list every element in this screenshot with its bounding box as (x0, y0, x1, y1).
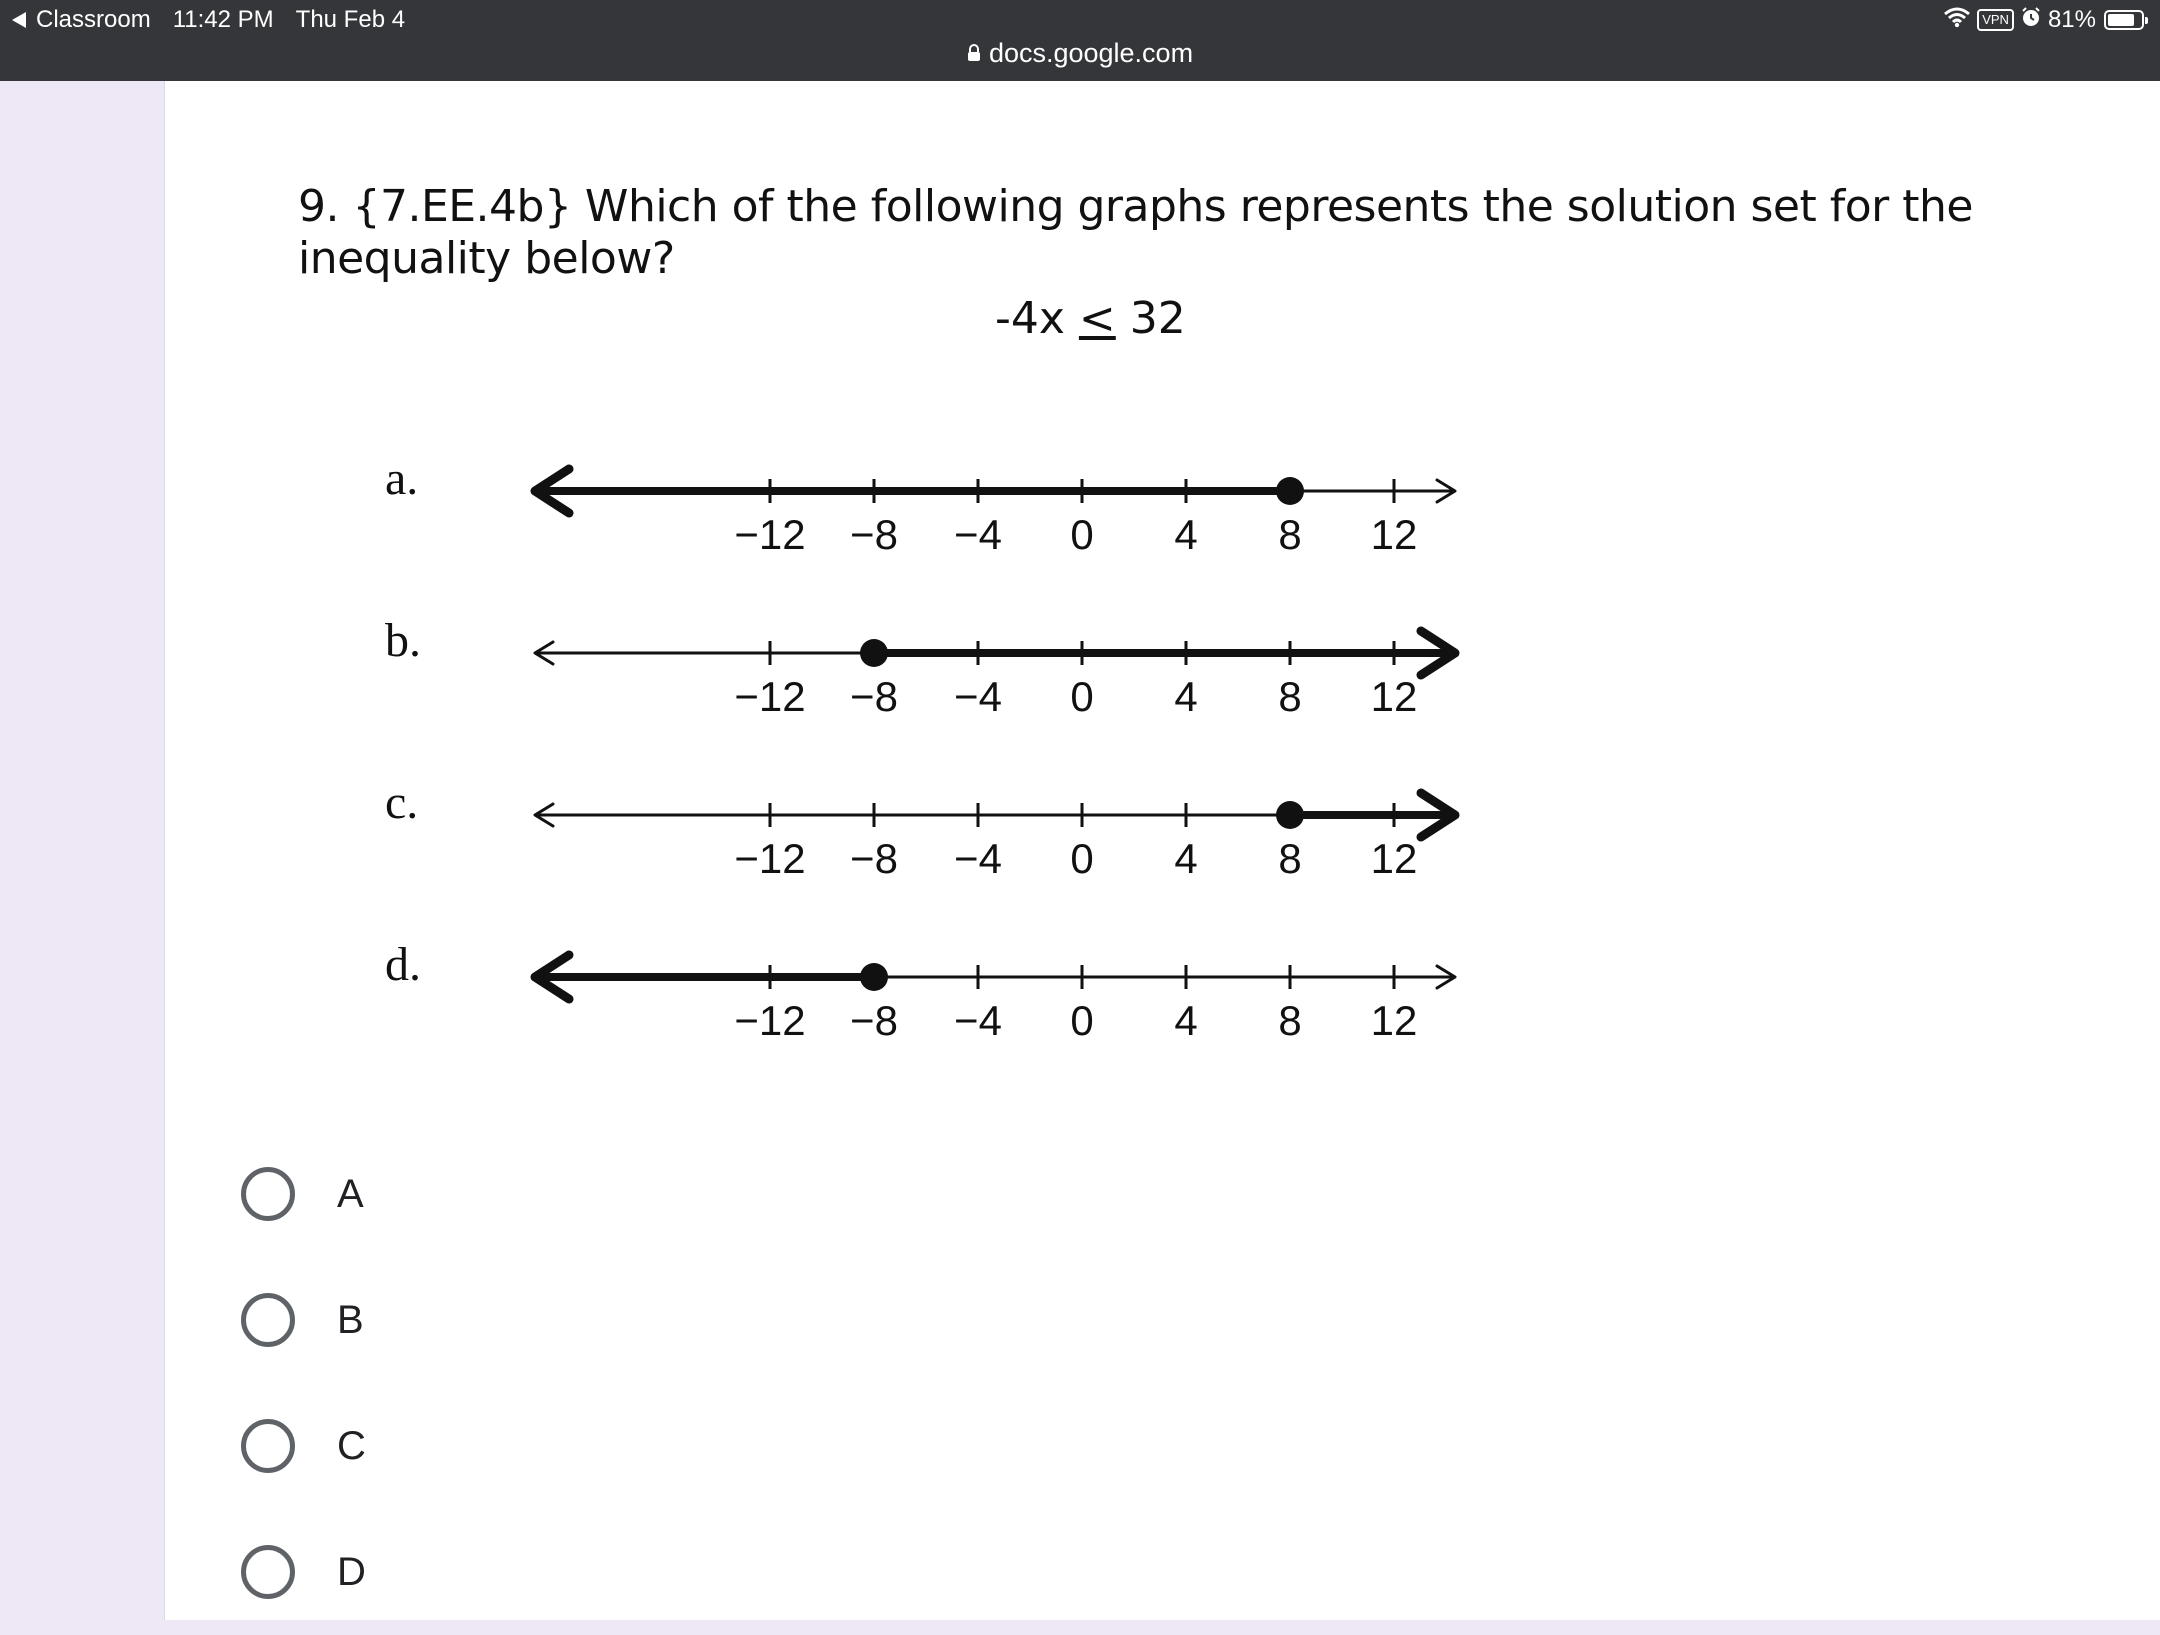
back-to-app-link[interactable]: Classroom (36, 6, 151, 33)
tick-label: −4 (954, 511, 1002, 558)
question-text: 9. {7.EE.4b} Which of the following graphs represents the solution set for the inequality below? (298, 181, 1973, 284)
tick-label: −8 (850, 511, 898, 558)
inequality (995, 293, 1186, 344)
option-label: A (337, 1171, 364, 1216)
tick-label: 12 (1370, 511, 1418, 558)
tick-label: 8 (1278, 997, 1302, 1044)
lock-icon (967, 38, 981, 69)
tick-label: 8 (1278, 511, 1302, 558)
tick-label: 4 (1174, 835, 1198, 882)
status-bar-left (12, 4, 405, 36)
tick-label: −8 (850, 673, 898, 720)
option-label: B (337, 1297, 364, 1342)
answer-options (241, 1131, 366, 1635)
tick-label: 0 (1070, 997, 1094, 1044)
tick-label: 4 (1174, 673, 1198, 720)
radio-button-icon[interactable] (241, 1167, 295, 1221)
tick-label: −4 (954, 997, 1002, 1044)
tick-label: 4 (1174, 997, 1198, 1044)
graph-letter: a. (385, 452, 419, 505)
tick-label: 12 (1370, 673, 1418, 720)
tick-label: −8 (850, 997, 898, 1044)
tick-label: 4 (1174, 511, 1198, 558)
tick-label: 0 (1070, 511, 1094, 558)
graph-letter: c. (385, 776, 419, 829)
tick-label: 8 (1278, 673, 1302, 720)
browser-top-bar (0, 0, 2160, 81)
tick-label: 8 (1278, 835, 1302, 882)
status-date: Thu Feb 4 (295, 6, 406, 33)
graph-c (165, 775, 1418, 895)
alarm-icon (2020, 6, 2042, 35)
tick-label: −12 (734, 835, 806, 882)
number-line (495, 613, 1495, 733)
battery-icon (2104, 10, 2144, 30)
number-line (495, 451, 1495, 571)
tick-label: −12 (734, 673, 806, 720)
address-bar[interactable] (0, 36, 2160, 70)
url-text: docs.google.com (988, 37, 1194, 68)
graph-d (165, 937, 1418, 1057)
tick-label: −8 (850, 835, 898, 882)
tick-label: −12 (734, 997, 806, 1044)
tick-label: 0 (1070, 673, 1094, 720)
option-d[interactable] (241, 1509, 366, 1635)
graph-a (165, 451, 1418, 571)
closed-point (1276, 477, 1304, 505)
option-c[interactable] (241, 1383, 366, 1509)
closed-point (1276, 801, 1304, 829)
inequality-left: -4x (995, 293, 1079, 344)
option-label: D (337, 1549, 366, 1594)
option-label: C (337, 1423, 366, 1468)
tick-label: −12 (734, 511, 806, 558)
tick-label: −4 (954, 673, 1002, 720)
radio-button-icon[interactable] (241, 1419, 295, 1473)
option-a[interactable] (241, 1131, 366, 1257)
graph-letter: b. (385, 614, 421, 667)
wifi-icon (1943, 6, 1971, 35)
graph-b (165, 613, 1418, 733)
radio-button-icon[interactable] (241, 1545, 295, 1599)
tick-label: 0 (1070, 835, 1094, 882)
vpn-badge: VPN (1977, 9, 2014, 31)
number-line (495, 937, 1495, 1057)
closed-point (860, 963, 888, 991)
closed-point (860, 639, 888, 667)
battery-percent: 81% (2047, 6, 2096, 33)
tick-label: −4 (954, 835, 1002, 882)
inequality-right: 32 (1115, 293, 1186, 344)
question-card (164, 81, 2160, 1620)
tick-label: 12 (1370, 835, 1418, 882)
status-time: 11:42 PM (172, 6, 274, 33)
status-bar-right (1943, 4, 2144, 36)
battery-nub (2145, 17, 2148, 24)
number-line (495, 775, 1495, 895)
back-arrow-icon[interactable] (12, 12, 26, 28)
tick-label: 12 (1370, 997, 1418, 1044)
graph-letter: d. (385, 938, 421, 991)
radio-button-icon[interactable] (241, 1293, 295, 1347)
inequality-symbol: < (1078, 293, 1116, 344)
battery-fill (2108, 14, 2134, 26)
option-b[interactable] (241, 1257, 366, 1383)
